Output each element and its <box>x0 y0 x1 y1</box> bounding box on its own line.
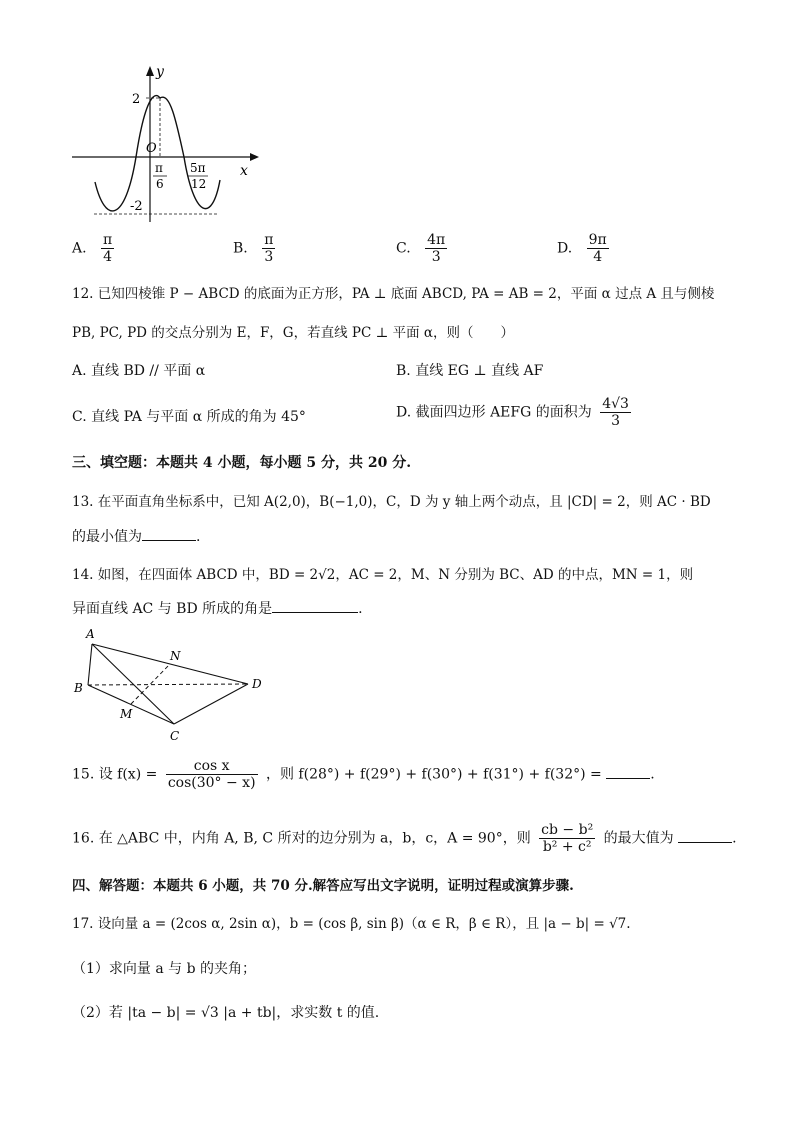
q13-line2: 的最小值为 . <box>72 529 201 545</box>
q11-option-b: B. $\frac{\pi}{3}$ <box>233 232 274 265</box>
q16: 16. 在 △ABC 中，内角 A, B, C 所对的边分别为 a，b，c，A = 90°，则 $\frac{\text{cb − b²}}{\text{b² + c²}}$ 的最大值为 . <box>72 822 737 855</box>
origin-label: O <box>146 141 157 156</box>
sine-curve <box>95 96 220 211</box>
q12-option-a: A. 直线 BD // 平面 α <box>72 363 206 379</box>
x-axis-label: x <box>240 163 248 179</box>
section-4-heading: 四、解答题：本题共 6 小题，共 70 分.解答应写出文字说明，证明过程或演算步骤. <box>72 878 574 894</box>
q12-option-c: C. 直线 PA 与平面 α 所成的角为 45° <box>72 409 306 425</box>
q13-answer-blank <box>142 540 196 541</box>
vertex-A: A <box>86 627 95 641</box>
tick-5pi12-num: 5π <box>190 161 206 175</box>
vertex-B: B <box>74 681 83 695</box>
tick-5pi12-den: 12 <box>191 177 207 191</box>
q14-line2: 异面直线 AC 与 BD 所成的角是 . <box>72 601 363 617</box>
q11-option-c: C. $\frac{4\pi}{3}$ <box>396 232 446 265</box>
q11-option-a: A. $\frac{\pi}{4}$ <box>72 232 113 265</box>
section-3-heading: 三、填空题：本题共 4 小题，每小题 5 分，共 20 分. <box>72 455 412 471</box>
q14-answer-blank <box>272 612 358 613</box>
vertex-C: C <box>170 729 180 743</box>
segment-MN-hidden <box>131 664 170 704</box>
max-label: 2 <box>132 92 141 107</box>
q15: 15. 设 f(x) = $\frac{\text{cos x}}{\cos(30^\circ - x)}$ ，则 f(28°) + f(29°) + f(30°) + f(31°) + f(32°) = . <box>72 758 655 791</box>
midpoint-N: N <box>170 649 181 663</box>
q11-option-d: D. $\frac{9\pi}{4}$ <box>557 232 607 265</box>
q12-line1: 12. 已知四棱锥 P − ABCD 的底面为正方形，PA ⊥ 底面 ABCD, PA = AB = 2，平面 α 过点 A 且与侧棱 <box>72 286 715 302</box>
q12-option-d: D. 截面四边形 AEFG 的面积为 $\frac{4√3}{3}$ <box>396 396 629 429</box>
edge-AC <box>92 644 174 724</box>
tick-pi6-num: π <box>155 161 163 175</box>
q13-line1: 13. 在平面直角坐标系中，已知 A(2,0)，B(−1,0)，C，D 为 y 轴上两个动点，且 |CD| = 2，则 AC · BD <box>72 494 711 510</box>
y-axis-arrow <box>146 66 154 76</box>
q17-part1: （1）求向量 a 与 b 的夹角； <box>72 961 257 977</box>
q17-line1: 17. 设向量 a = (2cos α, 2sin α)，b = (cos β, sin β)（α ∈ R，β ∈ R），且 |a − b| = √7. <box>72 916 631 932</box>
q17-part2: （2）若 |ta − b| = √3 |a + tb|，求实数 t 的值. <box>72 1005 380 1021</box>
y-axis-label: y <box>156 64 164 80</box>
midpoint-M: M <box>120 707 133 721</box>
q15-answer-blank <box>606 778 650 779</box>
tetrahedron-figure <box>72 624 272 748</box>
q16-answer-blank <box>678 842 732 843</box>
q12-option-b: B. 直线 EG ⊥ 直线 AF <box>396 363 544 379</box>
edge-BD-hidden <box>88 684 248 685</box>
edge-AB <box>88 644 92 685</box>
min-label: -2 <box>130 199 143 214</box>
vertex-D: D <box>252 677 262 691</box>
sine-graph <box>60 60 270 230</box>
x-axis-arrow <box>250 153 259 161</box>
tick-pi6-den: 6 <box>156 177 164 191</box>
edge-CD <box>174 684 248 724</box>
q14-line1: 14. 如图，在四面体 ABCD 中，BD = 2√2，AC = 2，M、N 分别为 BC、AD 的中点，MN = 1，则 <box>72 567 694 583</box>
q12-line2: PB, PC, PD 的交点分别为 E，F，G，若直线 PC ⊥ 平面 α，则（ ） <box>72 325 514 341</box>
